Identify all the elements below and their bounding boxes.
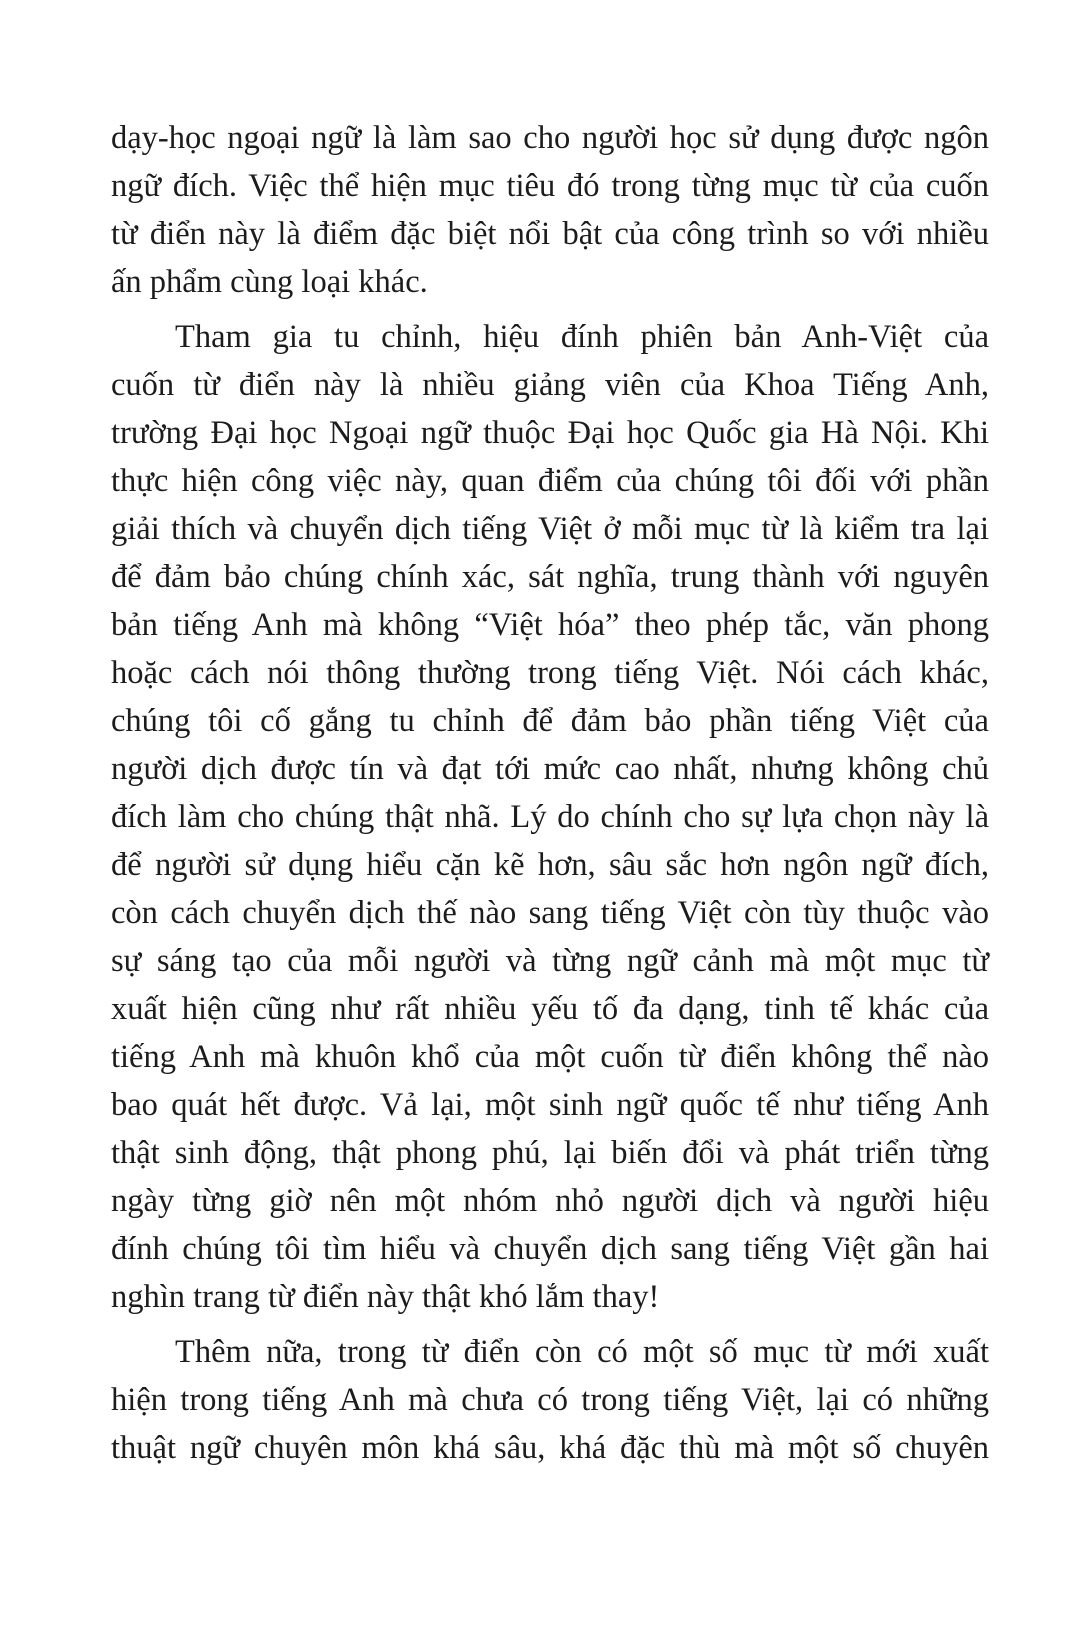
text-line: thật sinh động, thật phong phú, lại biến đổi và phát triển từng — [111, 1135, 989, 1171]
text-line: thực hiện công việc này, quan điểm của chúng tôi đối với phần — [111, 463, 989, 499]
text-line: tiếng Anh mà khuôn khổ của một cuốn từ điển không thể nào — [111, 1039, 989, 1075]
text-line: bản tiếng Anh mà không “Việt hóa” theo phép tắc, văn phong — [111, 607, 989, 643]
text-line: xuất hiện cũng như rất nhiều yếu tố đa dạng, tinh tế khác của — [111, 991, 989, 1027]
text-line: cuốn từ điển này là nhiều giảng viên của Khoa Tiếng Anh, — [111, 367, 989, 403]
text-line: đính chúng tôi tìm hiểu và chuyển dịch sang tiếng Việt gần hai — [111, 1231, 989, 1267]
text-line: người dịch được tín và đạt tới mức cao nhất, nhưng không chủ — [111, 751, 989, 787]
text-line: nghìn trang từ điển này thật khó lắm thay! — [111, 1279, 660, 1315]
text-line: ngữ đích. Việc thể hiện mục tiêu đó trong từng mục từ của cuốn — [111, 168, 989, 204]
body-text — [111, 114, 989, 1472]
text-line: đích làm cho chúng thật nhã. Lý do chính cho sự lựa chọn này là — [111, 799, 989, 835]
text-line: bao quát hết được. Vả lại, một sinh ngữ quốc tế như tiếng Anh — [111, 1087, 989, 1123]
text-line: còn cách chuyển dịch thế nào sang tiếng Việt còn tùy thuộc vào — [111, 895, 989, 931]
text-line: hoặc cách nói thông thường trong tiếng Việt. Nói cách khác, — [111, 655, 989, 691]
text-line: từ điển này là điểm đặc biệt nổi bật của công trình so với nhiều — [111, 216, 989, 252]
text-line: giải thích và chuyển dịch tiếng Việt ở mỗi mục từ là kiểm tra lại — [111, 511, 989, 547]
text-line: Tham gia tu chỉnh, hiệu đính phiên bản Anh-Việt của — [175, 319, 989, 355]
text-line: để người sử dụng hiểu cặn kẽ hơn, sâu sắc hơn ngôn ngữ đích, — [111, 847, 989, 883]
text-line: hiện trong tiếng Anh mà chưa có trong tiếng Việt, lại có những — [111, 1382, 989, 1418]
paragraph-3 — [111, 1328, 989, 1472]
text-line: ấn phẩm cùng loại khác. — [111, 264, 428, 300]
text-line: thuật ngữ chuyên môn khá sâu, khá đặc thù mà một số chuyên — [111, 1430, 989, 1466]
text-line: để đảm bảo chúng chính xác, sát nghĩa, trung thành với nguyên — [111, 559, 989, 595]
paragraph-1 — [111, 114, 989, 306]
text-line: sự sáng tạo của mỗi người và từng ngữ cảnh mà một mục từ — [111, 943, 989, 979]
paragraph-2 — [111, 313, 989, 1321]
text-line: chúng tôi cố gắng tu chỉnh để đảm bảo phần tiếng Việt của — [111, 703, 989, 739]
text-line: dạy-học ngoại ngữ là làm sao cho người học sử dụng được ngôn — [111, 120, 989, 156]
text-line: ngày từng giờ nên một nhóm nhỏ người dịch và người hiệu — [111, 1183, 989, 1219]
text-line: trường Đại học Ngoại ngữ thuộc Đại học Quốc gia Hà Nội. Khi — [111, 415, 989, 451]
text-line: Thêm nữa, trong từ điển còn có một số mục từ mới xuất — [175, 1334, 989, 1370]
